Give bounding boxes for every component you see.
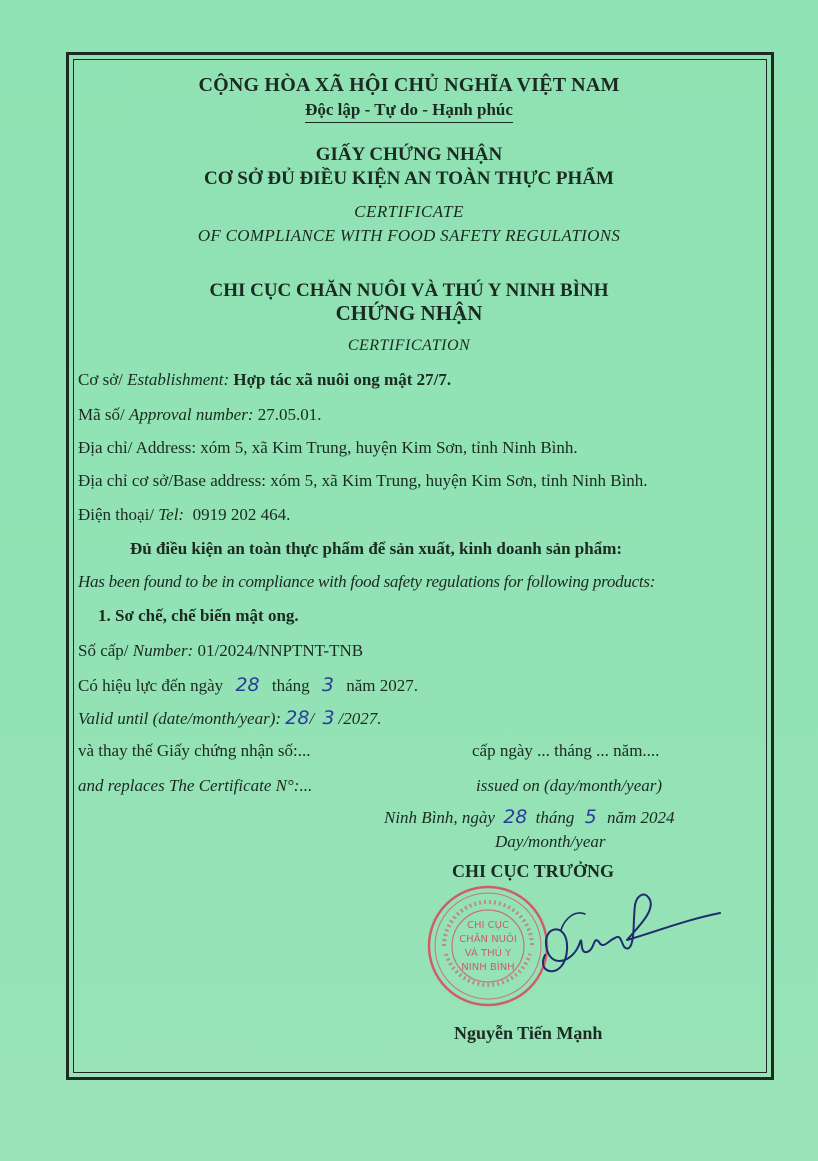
certificate-title-vi-2: CƠ SỞ ĐỦ ĐIỀU KIỆN AN TOÀN THỰC PHẨM	[204, 168, 614, 189]
compliance-statement-en: Has been found to be in compliance with food safety regulations for following products:	[78, 572, 656, 591]
certificate-title-en-1: CERTIFICATE	[354, 202, 464, 221]
certification-heading-en: CERTIFICATION	[347, 337, 471, 354]
signatory-title: CHI CỤC TRƯỞNG	[452, 861, 615, 881]
establishment-value: Hợp tác xã nuôi ong mật 27/7.	[233, 370, 452, 389]
national-motto: Độc lập - Tự do - Hạnh phúc	[0, 101, 818, 118]
number-row: Số cấp/ Number: 01/2024/NNPTNT-TNB	[78, 641, 364, 660]
signature-icon	[505, 880, 730, 990]
base-address-row: Địa chỉ cơ sở/Base address: xóm 5, xã Kim Trung, huyện Kim Sơn, tỉnh Ninh Bình.	[78, 471, 648, 490]
base-address-value: xóm 5, xã Kim Trung, huyện Kim Sơn, tỉnh Ninh Bình.	[270, 471, 648, 490]
address-value: xóm 5, xã Kim Trung, huyện Kim Sơn, tỉnh Ninh Bình.	[200, 438, 578, 457]
issue-date-format: Day/month/year	[495, 832, 606, 851]
approval-value: 27.05.01.	[257, 405, 322, 424]
certificate-title-en-2: OF COMPLIANCE WITH FOOD SAFETY REGULATIONS	[197, 226, 621, 245]
product-item: 1. Sơ chế, chế biến mật ong.	[98, 606, 299, 625]
approval-row: Mã số/ Approval number: 27.05.01.	[78, 405, 322, 424]
compliance-statement-vi: Đủ điều kiện an toàn thực phẩm để sản xuất, kinh doanh sản phẩm:	[130, 539, 623, 558]
address-row: Địa chỉ/ Address: xóm 5, xã Kim Trung, huyện Kim Sơn, tỉnh Ninh Bình.	[78, 438, 578, 457]
validity-month-en-handwritten: 3	[322, 707, 335, 729]
phone-row: Điện thoại/ Tel: 0919 202 464.	[78, 505, 291, 524]
replaces-left-vi: và thay thế Giấy chứng nhận số:...	[78, 741, 311, 760]
phone-value: 0919 202 464.	[192, 505, 291, 524]
validity-month-handwritten: 3	[321, 674, 334, 696]
replaces-left-en: and replaces The Certificate N°:...	[78, 776, 313, 795]
certificate-title-vi-1: GIẤY CHỨNG NHẬN	[315, 144, 503, 165]
certification-heading: CHỨNG NHẬN	[335, 301, 483, 325]
svg-text:VÀ THÚ Y: VÀ THÚ Y	[464, 948, 512, 959]
replaces-right-en: issued on (day/month/year)	[476, 776, 663, 795]
establishment-row: Cơ sở/ Establishment: Hợp tác xã nuôi ong mật 27/7.	[78, 370, 452, 389]
issuing-organization: CHI CỤC CHĂN NUÔI VÀ THÚ Y NINH BÌNH	[209, 280, 609, 301]
validity-row-en: Valid until (date/month/year): 28/ 3 /2027.	[78, 707, 382, 729]
issue-day-handwritten: 28	[503, 806, 528, 828]
number-value: 01/2024/NNPTNT-TNB	[197, 641, 364, 660]
issue-month-handwritten: 5	[584, 806, 597, 828]
replaces-right-vi: cấp ngày ... tháng ... năm....	[472, 741, 660, 760]
signatory-name: Nguyễn Tiến Mạnh	[454, 1023, 603, 1043]
validity-day-handwritten: 28	[235, 674, 260, 696]
national-title: CỘNG HÒA XÃ HỘI CHỦ NGHĨA VIỆT NAM	[198, 74, 620, 96]
svg-text:CHI CỤC: CHI CỤC	[467, 920, 509, 931]
issue-date-row: Ninh Bình, ngày 28 tháng 5 năm 2024	[384, 806, 675, 828]
svg-text:NINH BÌNH: NINH BÌNH	[461, 962, 515, 973]
svg-text:CHĂN NUÔI: CHĂN NUÔI	[459, 934, 517, 945]
validity-day-en-handwritten: 28	[285, 707, 310, 729]
validity-row-vi: Có hiệu lực đến ngày 28 tháng 3 năm 2027.	[78, 674, 419, 696]
